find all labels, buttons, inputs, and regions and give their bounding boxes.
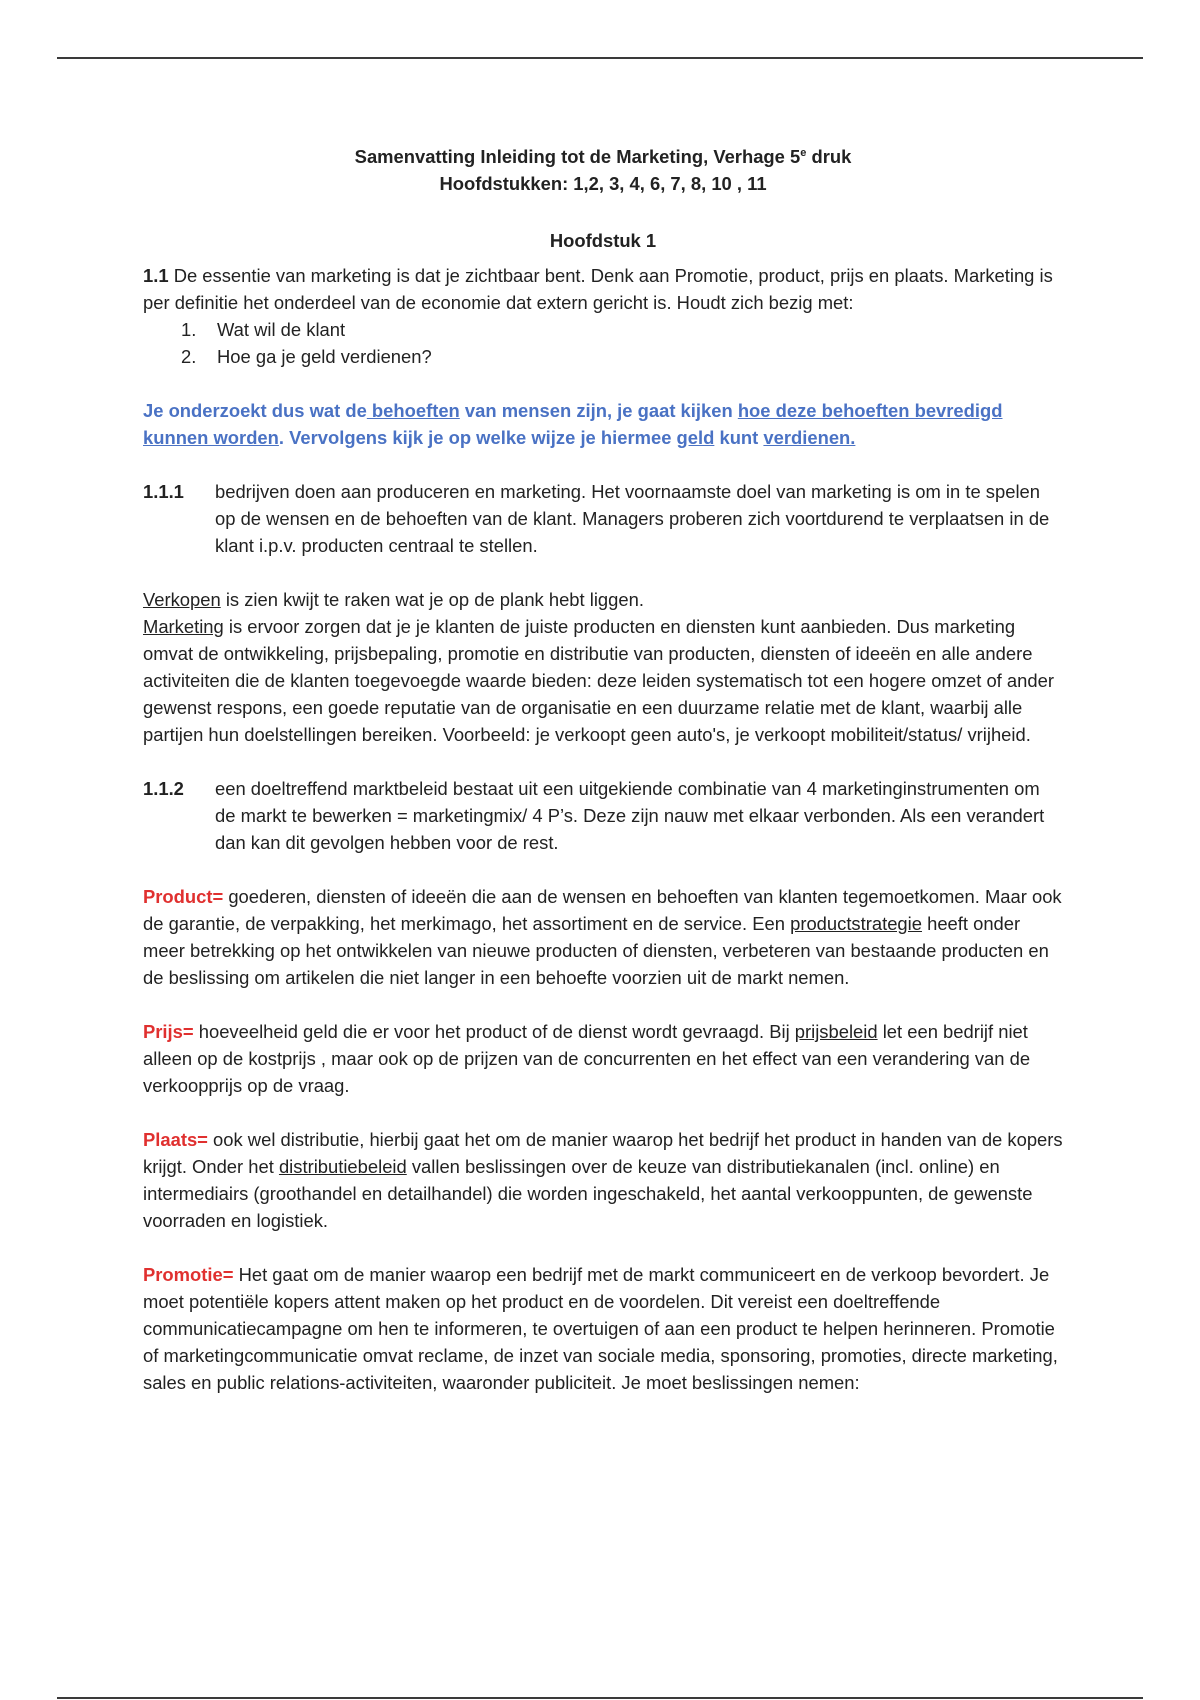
list-item	[143, 316, 1063, 343]
definition-text: Het gaat om de manier waarop een bedrijf met de markt communiceert en de verkoop bevordert. Je moet potentiële kopers attent maken op het product en de voordelen. Dit vereist een doeltreffende communicatiecampagne om hen te informeren, te overtuigen of aan een product te helpen herinneren. Promotie of marketingcommunicatie omvat reclame, de inzet van sociale media, sponsoring, promoties, directe marketing, sales en public relations-activiteiten, waaronder publiciteit. Je moet beslissingen nemen:	[143, 1264, 1058, 1394]
document-page	[143, 140, 1063, 1396]
term: Verkopen	[143, 589, 221, 611]
section-label: 1.1.2	[143, 778, 184, 800]
product-definition	[143, 883, 1063, 991]
promotie-definition	[143, 1261, 1063, 1396]
prijs-definition	[143, 1018, 1063, 1099]
highlight-underline: behoeften	[366, 400, 460, 422]
chapter-heading: Hoofdstuk 1	[549, 230, 657, 252]
highlight-text: van mensen zijn, je gaat kijken	[459, 400, 738, 422]
highlight-paragraph	[143, 397, 1063, 451]
highlight-text: kunt	[714, 427, 764, 449]
highlight-underline: geld	[676, 427, 715, 449]
paragraph-1-1-2	[143, 775, 1063, 856]
chapters-line: Hoofdstukken: 1,2, 3, 4, 6, 7, 8, 10 , 11	[439, 173, 767, 195]
section-text: De essentie van marketing is dat je zichtbaar bent. Denk aan Promotie, product, prijs en plaats. Marketing is per definitie het onderdeel van de economie dat extern gericht is. Houdt zich bezig met:	[143, 265, 1053, 314]
definition-text: ook wel distributie, hierbij gaat het om de manier waarop het bedrijf het product in handen van de kopers krijgt. Onder het	[143, 1129, 1063, 1178]
highlight-underline: verdienen.	[763, 427, 856, 449]
document-title	[143, 140, 1063, 197]
definition-text: heeft onder meer betrekking op het ontwikkelen van nieuwe producten of diensten, verbeteren van bestaande producten en de beslissing om artikelen die niet langer in een behoefte voorzien uit de markt nemen.	[143, 913, 1049, 989]
term: Plaats=	[143, 1129, 208, 1151]
title-text-end: druk	[806, 146, 852, 168]
paragraph-1-1-1	[143, 478, 1063, 559]
definition-text: vallen beslissingen over de keuze van distributiekanalen (incl. online) en intermediairs (groothandel en detailhandel) die worden ingeschakeld, het aantal verkooppunten, de gewenste voorraden en logistiek.	[143, 1156, 1033, 1232]
definition-text: is ervoor zorgen dat je je klanten de juiste producten en diensten kunt aanbieden. Dus marketing omvat de ontwikkeling, prijsbepaling, promotie en distributie van producten, diensten of ideeën en alle andere activiteiten die de klanten toegevoegde waarde bieden: deze leiden systematisch tot een hogere omzet of ander gewenst respons, een goede reputatie van de organisatie en een duurzame relatie met de klant, waarbij alle partijen hun doelstellingen bereiken. Voorbeeld: je verkoopt geen auto's, je verkoopt mobiliteit/status/ vrijheid.	[143, 616, 1054, 746]
title-text: Samenvatting Inleiding tot de Marketing, Verhage 5	[354, 146, 801, 168]
plaats-definition	[143, 1126, 1063, 1234]
section-text: een doeltreffend marktbeleid bestaat uit een uitgekiende combinatie van 4 marketinginstrumenten om de markt te bewerken = marketingmix/ 4 P’s. Deze zijn nauw met elkaar verbonden. Als een verandert dan kan dit gevolgen hebben voor de rest.	[215, 778, 1045, 854]
title-superscript: e	[800, 147, 807, 159]
list-number: 2.	[181, 346, 197, 368]
header-rule	[57, 57, 1143, 59]
section-text: bedrijven doen aan produceren en marketing. Het voornaamste doel van marketing is om in te spelen op de wensen en de behoeften van de klant. Managers proberen zich voortdurend te verplaatsen in de klant i.p.v. producten centraal te stellen.	[215, 481, 1050, 557]
term: Product=	[143, 886, 224, 908]
definition-text: goederen, diensten of ideeën die aan de wensen en behoeften van klanten tegemoetkomen. Maar ook de garantie, de verpakking, het merkimago, het assortiment en de service. Een	[143, 886, 1062, 935]
section-label: 1.1	[143, 265, 169, 287]
highlight-text: Je onderzoekt dus wat de	[143, 400, 367, 422]
underlined-term: productstrategie	[790, 913, 922, 935]
list-number: 1.	[181, 319, 197, 341]
marketing-definition	[143, 613, 1063, 748]
numbered-list	[143, 316, 1063, 370]
definition-text: hoeveelheid geld die er voor het product of de dienst wordt gevraagd. Bij	[193, 1021, 795, 1043]
definition-text: is zien kwijt te raken wat je op de plank hebt liggen.	[220, 589, 644, 611]
highlight-underline: hoe deze behoeften bevredigd kunnen worden	[143, 400, 1003, 449]
underlined-term: distributiebeleid	[278, 1156, 407, 1178]
list-item	[143, 343, 1063, 370]
verkopen-definition	[143, 586, 1063, 613]
list-text: Wat wil de klant	[217, 319, 346, 341]
paragraph-1-1	[143, 262, 1063, 316]
list-text: Hoe ga je geld verdienen?	[217, 346, 432, 368]
highlight-text: . Vervolgens kijk je op welke wijze je hiermee	[278, 427, 677, 449]
term: Prijs=	[143, 1021, 194, 1043]
term: Marketing	[143, 616, 224, 638]
term: Promotie=	[143, 1264, 234, 1286]
footer-rule	[57, 1697, 1143, 1699]
underlined-term: prijsbeleid	[794, 1021, 878, 1043]
definition-text: let een bedrijf niet alleen op de kostprijs , maar ook op de prijzen van de concurrenten en het effect van een verandering van de verkoopprijs op de vraag.	[143, 1021, 1031, 1097]
section-label: 1.1.1	[143, 481, 184, 503]
